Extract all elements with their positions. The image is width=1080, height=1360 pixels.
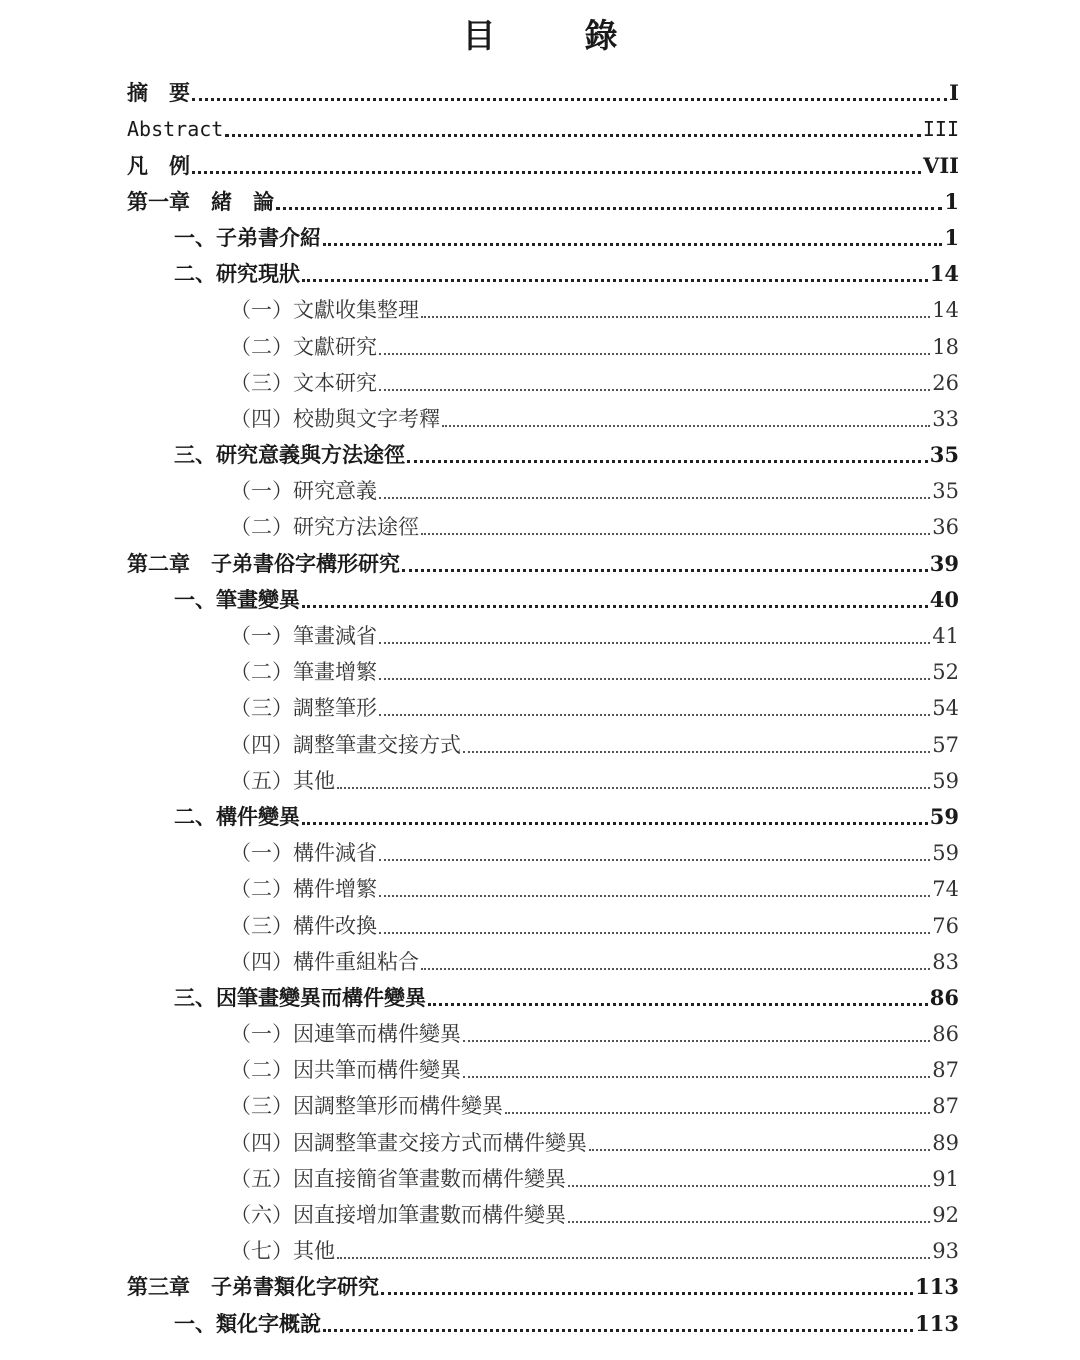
dot-leader (337, 787, 930, 789)
toc-entry-label: 一、類化字概說 (174, 1310, 321, 1336)
toc-entry-page-number: 93 (932, 1239, 959, 1264)
toc-entry-page-number: 57 (932, 732, 959, 757)
toc-entry[interactable] (127, 254, 959, 290)
toc-entry[interactable] (127, 869, 959, 905)
toc-entry-label: （四）調整筆畫交接方式 (230, 732, 461, 757)
dot-leader (302, 605, 928, 608)
toc-entry[interactable] (127, 652, 959, 688)
toc-entry-label: （二）構件增繁 (230, 877, 377, 902)
dot-leader (568, 1221, 930, 1223)
toc-entry[interactable] (127, 1303, 959, 1339)
dot-leader (381, 1292, 913, 1295)
toc-entry-label: 三、研究意義與方法途徑 (174, 442, 405, 468)
toc-entry-label: （二）因共筆而構件變異 (230, 1058, 461, 1083)
dot-leader (407, 460, 928, 463)
toc-entry[interactable] (127, 1122, 959, 1158)
dot-leader (379, 389, 930, 391)
toc-entry-page-number: 14 (932, 298, 959, 323)
dot-leader (568, 1185, 930, 1187)
toc-entry-page-number: 74 (932, 877, 959, 902)
toc-entry[interactable] (127, 109, 959, 145)
toc-entry-page-number: 87 (932, 1094, 959, 1119)
dot-leader (421, 316, 930, 318)
dot-leader (505, 1112, 930, 1114)
toc-entry-page-number: 36 (932, 515, 959, 540)
dot-leader (225, 134, 921, 137)
toc-entry-page-number: 52 (932, 660, 959, 685)
toc-entry-label: 二、研究現狀 (174, 261, 300, 287)
dot-leader (442, 425, 930, 427)
dot-leader (421, 968, 930, 970)
toc-entry[interactable] (127, 905, 959, 941)
toc-entry[interactable] (127, 580, 959, 616)
toc-entry[interactable] (127, 761, 959, 797)
toc-entry-page-number: 59 (929, 803, 959, 829)
dot-leader (428, 1003, 928, 1006)
toc-entry-page-number: 86 (932, 1022, 959, 1047)
dot-leader (379, 497, 930, 499)
toc-entry-label: 一、筆畫變異 (174, 586, 300, 612)
toc-entry-page-number: 35 (932, 479, 959, 504)
dot-leader (421, 533, 930, 535)
toc-entry-page-number: 18 (932, 334, 959, 359)
toc-entry-page-number: 39 (929, 550, 959, 576)
dot-leader (379, 642, 930, 644)
toc-entry[interactable] (127, 1159, 959, 1195)
dot-leader (379, 353, 930, 355)
toc-entry-label: （五）其他 (230, 768, 335, 793)
toc-entry-page-number: I (949, 80, 959, 106)
toc-entry-page-number: 26 (932, 370, 959, 395)
toc-entry[interactable] (127, 145, 959, 181)
toc-entry-label: （一）研究意義 (230, 479, 377, 504)
toc-entry-label: （三）構件改換 (230, 913, 377, 938)
toc-entry-page-number: 59 (932, 768, 959, 793)
dot-leader (463, 1076, 930, 1078)
toc-entry-label: 二、構件變異 (174, 803, 300, 829)
toc-entry-page-number: 14 (929, 261, 959, 287)
dot-leader (323, 1329, 913, 1332)
toc-entry-page-number: 83 (932, 949, 959, 974)
toc-entry-label: （三）調整筆形 (230, 696, 377, 721)
toc-entry-page-number: 1 (944, 188, 959, 214)
toc-entry-label: 凡 例 (127, 152, 190, 178)
toc-entry-label: （三）文本研究 (230, 370, 377, 395)
toc-entry-page-number: 59 (932, 841, 959, 866)
dot-leader (276, 207, 942, 210)
dot-leader (379, 932, 930, 934)
toc-entry[interactable] (127, 978, 959, 1014)
toc-entry-page-number: 92 (932, 1203, 959, 1227)
dot-leader (402, 569, 928, 572)
toc-entry[interactable] (127, 1050, 959, 1086)
toc-entry-label: （一）筆畫減省 (230, 624, 377, 648)
toc-entry-page-number: 33 (932, 406, 959, 431)
dot-leader (192, 98, 947, 101)
toc-entry-label: （四）因調整筆畫交接方式而構件變異 (230, 1130, 587, 1155)
toc-entry[interactable] (127, 724, 959, 760)
toc-entry[interactable] (127, 833, 959, 869)
dot-leader (463, 751, 930, 753)
toc-entry-page-number: III (922, 117, 959, 142)
dot-leader (463, 1040, 930, 1042)
toc-entry-label: （二）研究方法途徑 (230, 515, 419, 540)
toc-entry[interactable] (127, 1195, 959, 1231)
toc-entry-page-number: 54 (932, 696, 959, 721)
toc-entry-page-number: VII (923, 152, 959, 178)
toc-entry-page-number: 76 (932, 913, 959, 938)
dot-leader (302, 822, 928, 825)
toc-entry-label: （七）其他 (230, 1239, 335, 1264)
toc-entry-label: （三）因調整筆形而構件變異 (230, 1094, 503, 1119)
toc-entry-page-number: 35 (929, 442, 959, 468)
toc-entry-page-number: 89 (932, 1130, 959, 1155)
toc-entry[interactable] (127, 507, 959, 543)
toc-entry[interactable] (127, 688, 959, 724)
toc-entry[interactable] (127, 471, 959, 507)
dot-leader (379, 678, 930, 680)
dot-leader (302, 279, 928, 282)
toc-entry[interactable] (127, 182, 959, 218)
toc-entry[interactable] (127, 290, 959, 326)
toc-entry-label: （二）文獻研究 (230, 334, 377, 359)
toc-entry-page-number: 113 (915, 1310, 959, 1336)
toc-entry-label: Abstract (127, 117, 224, 142)
toc-entry-page-number: 86 (929, 984, 959, 1010)
toc-entry[interactable] (127, 435, 959, 471)
toc-entry-page-number: 41 (932, 624, 959, 648)
toc-entry-label: （一）文獻收集整理 (230, 298, 419, 323)
toc-entry-label: 第三章 子弟書類化字研究 (127, 1274, 379, 1300)
toc-entry-label: 三、因筆畫變異而構件變異 (174, 984, 426, 1010)
toc-entry[interactable] (127, 1014, 959, 1050)
toc-entry[interactable] (127, 326, 959, 362)
toc-entry-label: 一、子弟書介紹 (174, 224, 321, 250)
toc-entry[interactable] (127, 616, 959, 652)
toc-entry[interactable] (127, 73, 959, 109)
toc-entry-page-number: 1 (944, 224, 959, 250)
toc-entry[interactable] (127, 363, 959, 399)
toc-entry-page-number: 87 (932, 1058, 959, 1083)
dot-leader (379, 714, 930, 716)
toc-entry[interactable] (127, 543, 959, 579)
dot-leader (192, 171, 921, 174)
toc-entry-page-number: 40 (929, 586, 959, 612)
toc-entry[interactable] (127, 797, 959, 833)
page-title: 目 錄 (462, 16, 646, 55)
toc-entry-label: 摘 要 (127, 80, 190, 106)
toc-entry[interactable] (127, 942, 959, 978)
toc-entry-label: （四）構件重組粘合 (230, 949, 419, 974)
toc-entry-page-number: 113 (915, 1274, 959, 1300)
toc-entry[interactable] (127, 1231, 959, 1267)
dot-leader (323, 243, 942, 246)
toc-entry-label: 第二章 子弟書俗字構形研究 (127, 550, 400, 576)
toc-entry[interactable] (127, 399, 959, 435)
toc-entry-page-number: 91 (932, 1166, 959, 1191)
dot-leader (379, 895, 930, 897)
toc-entry[interactable] (127, 218, 959, 254)
toc-entry[interactable] (127, 1267, 959, 1303)
table-of-contents (127, 73, 959, 1340)
toc-entry-label: （一）因連筆而構件變異 (230, 1022, 461, 1047)
toc-entry-label: 第一章 緒 論 (127, 188, 274, 214)
toc-entry-label: （二）筆畫增繁 (230, 660, 377, 685)
toc-entry-label: （四）校勘與文字考釋 (230, 406, 440, 431)
toc-entry[interactable] (127, 1086, 959, 1122)
toc-entry-label: （六）因直接增加筆畫數而構件變異 (230, 1203, 566, 1227)
dot-leader (589, 1149, 930, 1151)
toc-entry-label: （五）因直接簡省筆畫數而構件變異 (230, 1166, 566, 1191)
toc-entry-label: （一）構件減省 (230, 841, 377, 866)
dot-leader (379, 859, 930, 861)
dot-leader (337, 1257, 930, 1259)
